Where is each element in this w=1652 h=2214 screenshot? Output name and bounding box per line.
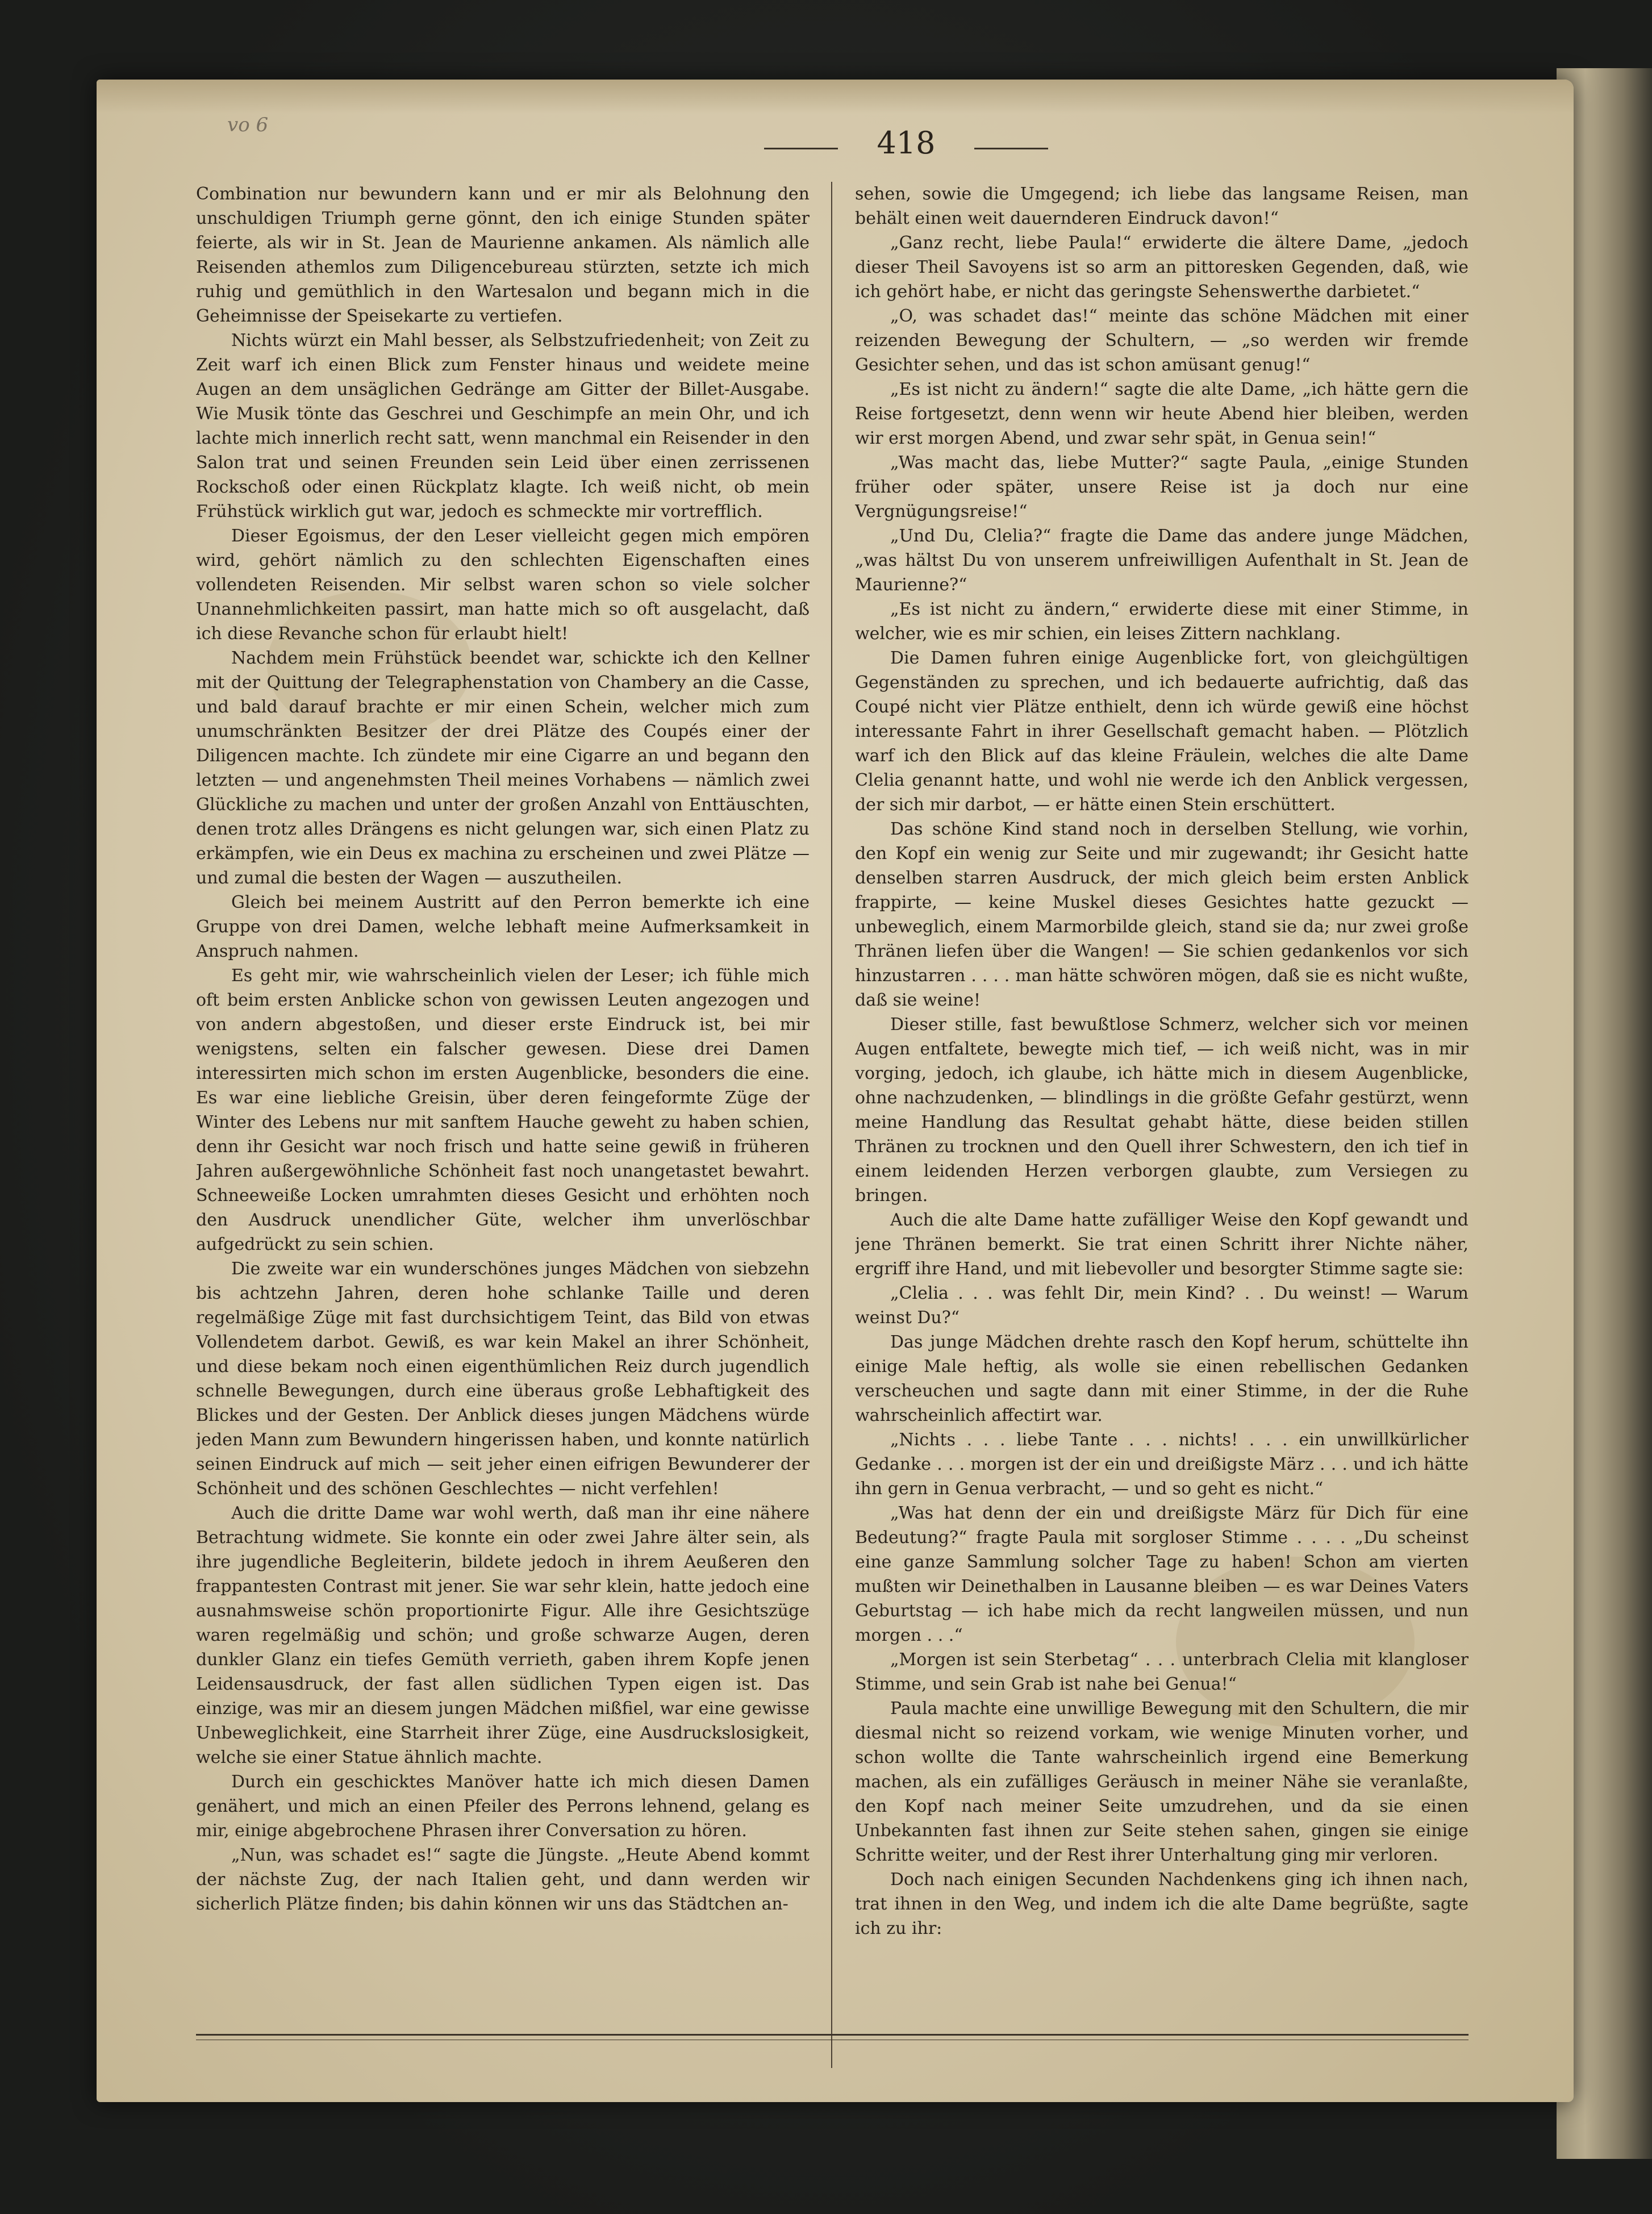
paragraph: Die zweite war ein wunderschönes junges Mädchen von siebzehn bis achtzehn Jahren, deren hohe schlanke Taille und deren regelmäßige Züge mit fast durchsichtigem Teint, das Bild von etwas Vollendetem darbot. Gewiß, es war kein Makel an ihrer Schönheit, und diese bekam noch einen eigenthümlichen Reiz durch jugendlich schnelle Bewegungen, durch eine überaus große Lebhaftigkeit des Blickes und der Gesten. Der Anblick dieses jungen Mädchens würde jeden Mann zum Bewundern hingerissen haben, und konnte natürlich seinen Eindruck auf mich — seit jeher einen eifrigen Bewunderer der Schönheit und des schönen Geschlechtes — nicht verfehlen! bbox=[196, 1259, 810, 1499]
paragraph: „Es ist nicht zu ändern,“ erwiderte diese mit einer Stimme, in welcher, wie es mir schien, ein leises Zittern nachklang. bbox=[855, 599, 1469, 644]
paragraph: Dieser Egoismus, der den Leser vielleicht gegen mich empören wird, gehört nämlich zu den schlechten Eigenschaften eines vollendeten Reisenden. Mir selbst waren schon so viele solcher Unannehmlichkeiten passirt, man hatte mich so oft ausgelacht, daß ich diese Revanche schon für erlaubt hielt! bbox=[196, 526, 810, 644]
paragraph: „Morgen ist sein Sterbetag“ . . . unterbrach Clelia mit klangloser Stimme, und sein Grab ist nahe bei Genua!“ bbox=[855, 1650, 1469, 1694]
paragraph: Dieser stille, fast bewußtlose Schmerz, welcher sich vor meinen Augen entfaltete, bewegte mich tief, — ich weiß nicht, was in mir vorging, jedoch, ich glaube, ich hätte mich in diesem Augenblicke, ohne nachzudenken, — blindlings in die größte Gefahr gestürzt, wenn meine Handlung das Resultat gehabt hätte, diese beiden stillen Thränen zu trocknen und den Quell ihrer Schwestern, den ich tief in einem leidenden Herzen verborgen glaubte, zum Versiegen zu bringen. bbox=[855, 1015, 1469, 1206]
paragraph: Das junge Mädchen drehte rasch den Kopf herum, schüttelte ihn einige Male heftig, als wolle sie einen rebellischen Gedanken verscheuchen und sagte dann mit einer Stimme, in der die Ruhe wahrscheinlich affectirt war. bbox=[855, 1332, 1469, 1425]
paragraph: Paula machte eine unwillige Bewegung mit den Schultern, die mir diesmal nicht so reizend vorkam, wie wenige Minuten vorher, und schon wollte die Tante wahrscheinlich irgend eine Bemerkung machen, als ein zufälliges Geräusch in meiner Nähe sie veranlaßte, den Kopf nach meiner Seite umzudrehen, und da sie einen Unbekannten fast ihnen zur Seite stehen sahen, gingen sie einige Schritte weiter, und der Rest ihrer Unterhaltung ging mir verloren. bbox=[855, 1699, 1469, 1865]
torn-top-edge bbox=[97, 80, 1574, 114]
bottom-rule bbox=[196, 2034, 1469, 2036]
column-divider bbox=[831, 182, 832, 2068]
paragraph: Die Damen fuhren einige Augenblicke fort, von gleichgültigen Gegenständen zu sprechen, und ich bedauerte aufrichtig, daß das Coupé nicht vier Plätze enthielt, denn ich würde gewiß eine höchst interessante Fahrt in ihrer Gesellschaft gemacht haben. — Plötzlich warf ich den Blick auf das kleine Fräulein, welches die alte Dame Clelia genannt hatte, und wohl nie werde ich den Anblick vergessen, der sich mir darbot, — er hätte einen Stein erschüttert. bbox=[855, 648, 1469, 815]
paragraph: „Ganz recht, liebe Paula!“ erwiderte die ältere Dame, „jedoch dieser Theil Savoyens ist so arm an pittoresken Gegenden, daß, wie ich gehört habe, er nicht das geringste Sehenswerthe darbietet.“ bbox=[855, 233, 1469, 302]
paragraph: „Was macht das, liebe Mutter?“ sagte Paula, „einige Stunden früher oder später, unsere Reise ist ja doch nur eine Vergnügungsreise!“ bbox=[855, 453, 1469, 522]
paragraph: Auch die dritte Dame war wohl werth, daß man ihr eine nähere Betrachtung widmete. Sie konnte ein oder zwei Jahre älter sein, als ihre jugendliche Begleiterin, bildete jedoch in ihrem Aeußeren den frappantesten Contrast mit jener. Sie war sehr klein, hatte jedoch eine ausnahmsweise schön proportionirte Figur. Alle ihre Gesichtszüge waren regelmäßig und schön; und große schwarze Augen, deren dunkler Glanz ein tiefes Gemüth verrieth, gaben ihrem Kopfe jenen Leidensausdruck, der fast allen südlichen Typen eigen ist. Das einzige, was mir an diesem jungen Mädchen mißfiel, war eine gewisse Unbeweglichkeit, eine Starrheit ihrer Züge, eine Ausdruckslosigkeit, welche sie einer Statue ähnlich machte. bbox=[196, 1503, 810, 1767]
paragraph: „Es ist nicht zu ändern!“ sagte die alte Dame, „ich hätte gern die Reise fortgesetzt, denn wenn wir heute Abend hier bleiben, werden wir erst morgen Abend, und zwar sehr spät, in Genua sein!“ bbox=[855, 380, 1469, 448]
paragraph: Durch ein geschicktes Manöver hatte ich mich diesen Damen genähert, und mich an einen Pfeiler des Perrons lehnend, gelang es mir, einige abgebrochene Phrasen ihrer Conversation zu hören. bbox=[196, 1772, 810, 1841]
header-rule-left bbox=[764, 148, 838, 149]
left-column bbox=[196, 182, 810, 2045]
header-rule-right bbox=[974, 148, 1048, 149]
paragraph: Nichts würzt ein Mahl besser, als Selbstzufriedenheit; von Zeit zu Zeit warf ich einen Blick zum Fenster hinaus und weidete meine Augen an dem unsäglichen Gedränge am Gitter der Billet-Ausgabe. Wie Musik tönte das Geschrei und Geschimpfe an mein Ohr, und ich lachte mich innerlich recht satt, wenn manchmal ein Reisender in den Salon trat und seinen Freunden sein Leid über einen zerrissenen Rockschoß oder einen Rückplatz klagte. Ich weiß nicht, ob mein Frühstück wirklich gut war, jedoch es schmeckte mir vortrefflich. bbox=[196, 331, 810, 522]
paragraph: „Und Du, Clelia?“ fragte die Dame das andere junge Mädchen, „was hältst Du von unserem unfreiwilligen Aufenthalt in St. Jean de Maurienne?“ bbox=[855, 526, 1469, 595]
paragraph: Auch die alte Dame hatte zufälliger Weise den Kopf gewandt und jene Thränen bemerkt. Sie trat einen Schritt ihrer Nichte näher, ergriff ihre Hand, und mit liebevoller und besorgter Stimme sagte sie: bbox=[855, 1210, 1469, 1279]
paragraph: Combination nur bewundern kann und er mir als Belohnung den unschuldigen Triumph gerne gönnt, den ich einige Stunden später feierte, als wir in St. Jean de Maurienne ankamen. Als nämlich alle Reisenden athemlos zum Diligencebureau stürzten, setzte ich mich ruhig und gemüthlich in den Wartesalon und begann mich in die Geheimnisse der Speisekarte zu vertiefen. bbox=[196, 184, 810, 326]
page-number: 418 bbox=[877, 125, 936, 161]
paragraph: „O, was schadet das!“ meinte das schöne Mädchen mit einer reizenden Bewegung der Schultern, — „so werden wir fremde Gesichter sehen, und das ist schon amüsant genug!“ bbox=[855, 306, 1469, 375]
paragraph: „Was hat denn der ein und dreißigste März für Dich für eine Bedeutung?“ fragte Paula mit sorgloser Stimme . . . . „Du scheinst eine ganze Sammlung solcher Tage zu haben! Schon am vierten mußten wir Deinethalben in Lausanne bleiben — es war Deines Vaters Geburtstag — ich habe mich da recht langweilen müssen, und nun morgen . . .“ bbox=[855, 1503, 1469, 1645]
paragraph: Nachdem mein Frühstück beendet war, schickte ich den Kellner mit der Quittung der Telegraphenstation von Chambery an die Casse, und bald darauf brachte er mir einen Schein, welcher mich zum unumschränkten Besitzer der drei Plätze des Coupés einer der Diligencen machte. Ich zündete mir eine Cigarre an und begann den letzten — und angenehmsten Theil meines Vorhabens — nämlich zwei Glückliche zu machen und unter der großen Anzahl von Enttäuschten, denen trotz alles Drängens es nicht gelungen war, sich einen Platz zu erkämpfen, wie ein Deus ex machina zu erscheinen und zwei Plätze — und zumal die besten der Wagen — auszutheilen. bbox=[196, 648, 810, 888]
pencil-note: vo 6 bbox=[227, 114, 269, 136]
paragraph: Das schöne Kind stand noch in derselben Stellung, wie vorhin, den Kopf ein wenig zur Seite und mir zugewandt; ihr Gesicht hatte denselben starren Ausdruck, der mich gleich beim ersten Anblick frappirte, — keine Muskel dieses Gesichtes hatte gezuckt — unbeweglich, einem Marmorbilde gleich, stand sie da; nur zwei große Thränen liefen über die Wangen! — Sie schien gedankenlos vor sich hinzustarren . . . . man hätte schwören mögen, daß sie es nicht wußte, daß sie weine! bbox=[855, 819, 1469, 1010]
text-frame bbox=[196, 182, 1469, 2102]
paragraph: Es geht mir, wie wahrscheinlich vielen der Leser; ich fühle mich oft beim ersten Anblicke schon von gewissen Leuten angezogen und von andern abgestoßen, und dieser erste Eindruck ist, bei mir wenigstens, selten ein falscher gewesen. Diese drei Damen interessirten mich schon im ersten Augenblicke, besonders die eine. Es war eine liebliche Greisin, über deren feingeformte Züge der Winter des Lebens nur mit sanftem Hauche geweht zu haben schien, denn ihr Gesicht war noch frisch und hatte seine gewiß in früheren Jahren außergewöhnliche Schönheit fast noch unangetastet bewahrt. Schneeweiße Locken umrahmten dieses Gesicht und erhöhten noch den Ausdruck unendlicher Güte, welcher ihm unverlöschbar aufgedrückt zu sein schien. bbox=[196, 966, 810, 1254]
paragraph: „Nun, was schadet es!“ sagte die Jüngste. „Heute Abend kommt der nächste Zug, der nach Italien geht, und dann werden wir sicherlich Plätze finden; bis dahin können wir uns das Städtchen an- bbox=[196, 1845, 810, 1914]
paragraph: „Clelia . . . was fehlt Dir, mein Kind? . . Du weinst! — Warum weinst Du?“ bbox=[855, 1283, 1469, 1328]
paragraph: sehen, sowie die Umgegend; ich liebe das langsame Reisen, man behält einen weit dauernderen Eindruck davon!“ bbox=[855, 184, 1469, 228]
paragraph: Doch nach einigen Secunden Nachdenkens ging ich ihnen nach, trat ihnen in den Weg, und indem ich die alte Dame begrüßte, sagte ich zu ihr: bbox=[855, 1870, 1469, 1938]
paragraph: „Nichts . . . liebe Tante . . . nichts! . . . ein unwillkürlicher Gedanke . . . morgen ist der ein und dreißigste März . . . und ich hätte ihn gern in Genua verbracht, — und so geht es nicht.“ bbox=[855, 1430, 1469, 1499]
book-page bbox=[97, 80, 1574, 2102]
page-header bbox=[97, 125, 1574, 170]
paragraph: Gleich bei meinem Austritt auf den Perron bemerkte ich eine Gruppe von drei Damen, welche lebhaft meine Aufmerksamkeit in Anspruch nahmen. bbox=[196, 893, 810, 961]
right-column bbox=[855, 182, 1469, 2045]
